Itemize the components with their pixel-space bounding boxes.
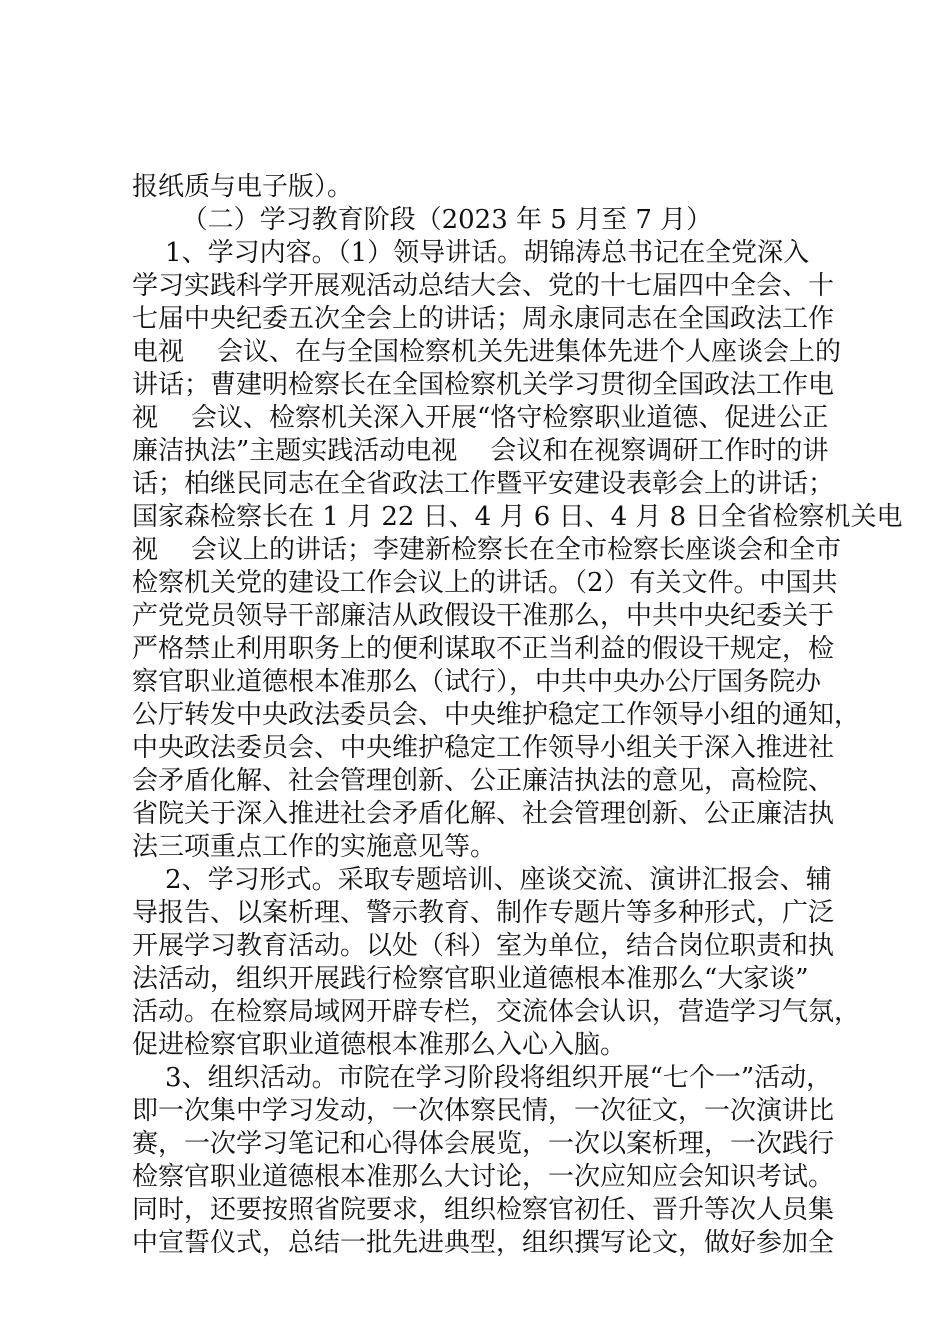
text-line: 省院关于深入推进社会矛盾化解、社会管理创新、公正廉洁执 — [132, 799, 835, 829]
text-line: 电视 会议、在与全国检察机关先进集体先进个人座谈会上的 — [132, 337, 842, 367]
text-line: 2、学习形式。采取专题培训、座谈交流、演讲汇报会、辅 — [132, 865, 832, 895]
text-line: 即一次集中学习发动，一次体察民情，一次征文，一次演讲比 — [132, 1096, 835, 1126]
text-line: 国家森检察长在 1 月 22 日、4 月 6 日、4 月 8 日全省检察机关电 — [132, 502, 903, 532]
text-line: 公厅转发中央政法委员会、中央维护稳定工作领导小组的通知， — [132, 700, 861, 730]
text-line: 检察机关党的建设工作会议上的讲话。（2）有关文件。中国共 — [132, 568, 838, 598]
text-line: 法活动，组织开展践行检察官职业道德根本准那么“大家谈” — [132, 964, 809, 994]
section-heading: （二）学习教育阶段（2023 年 5 月至 7 月） — [132, 205, 713, 235]
text-line: 产党党员领导干部廉洁从政假设干准那么，中共中央纪委关于 — [132, 601, 835, 631]
text-line: 促进检察官职业道德根本准那么入心入脑。 — [132, 1030, 627, 1060]
text-line: 活动。在检察局域网开辟专栏，交流体会认识，营造学习气氛， — [132, 997, 861, 1027]
text-line: 赛，一次学习笔记和心得体会展览，一次以案析理，一次践行 — [132, 1129, 835, 1159]
text-line: 视 会议上的讲话；李建新检察长在全市检察长座谈会和全市 — [132, 535, 842, 565]
text-line: 开展学习教育活动。以处（科）室为单位，结合岗位职责和执 — [132, 931, 835, 961]
text-line: 七届中央纪委五次全会上的讲话；周永康同志在全国政法工作 — [132, 304, 835, 334]
text-line: 法三项重点工作的实施意见等。 — [132, 832, 497, 862]
text-line: 廉洁执法”主题实践活动电视 会议和在视察调研工作时的讲 — [132, 436, 829, 466]
text-line: 同时，还要按照省院要求，组织检察官初任、晋升等次人员集 — [132, 1195, 835, 1225]
text-line: 检察官职业道德根本准那么大讨论，一次应知应会知识考试。 — [132, 1162, 835, 1192]
text-line: 导报告、以案析理、警示教育、制作专题片等多种形式，广泛 — [132, 898, 835, 928]
text-line: 会矛盾化解、社会管理创新、公正廉洁执法的意见，高检院、 — [132, 766, 835, 796]
text-line: 中央政法委员会、中央维护稳定工作领导小组关于深入推进社 — [132, 733, 835, 763]
text-line: 3、组织活动。市院在学习阶段将组织开展“七个一”活动， — [132, 1063, 833, 1093]
text-line: 中宣誓仪式，总结一批先进典型，组织撰写论文，做好参加全 — [132, 1228, 835, 1258]
text-line: 话；柏继民同志在全省政法工作暨平安建设表彰会上的讲话； — [132, 469, 835, 499]
text-line: 报纸质与电子版）。 — [132, 172, 354, 202]
text-line: 学习实践科学开展观活动总结大会、党的十七届四中全会、十 — [132, 271, 835, 301]
text-line: 1、学习内容。（1）领导讲话。胡锦涛总书记在全党深入 — [132, 238, 810, 268]
text-line: 严格禁止利用职务上的便利谋取不正当利益的假设干规定，检 — [132, 634, 835, 664]
text-line: 讲话；曹建明检察长在全国检察机关学习贯彻全国政法工作电 — [132, 370, 835, 400]
text-line: 察官职业道德根本准那么（试行），中共中央办公厅国务院办 — [132, 667, 822, 697]
text-line: 视 会议、检察机关深入开展“恪守检察职业道德、促进公正 — [132, 403, 829, 433]
